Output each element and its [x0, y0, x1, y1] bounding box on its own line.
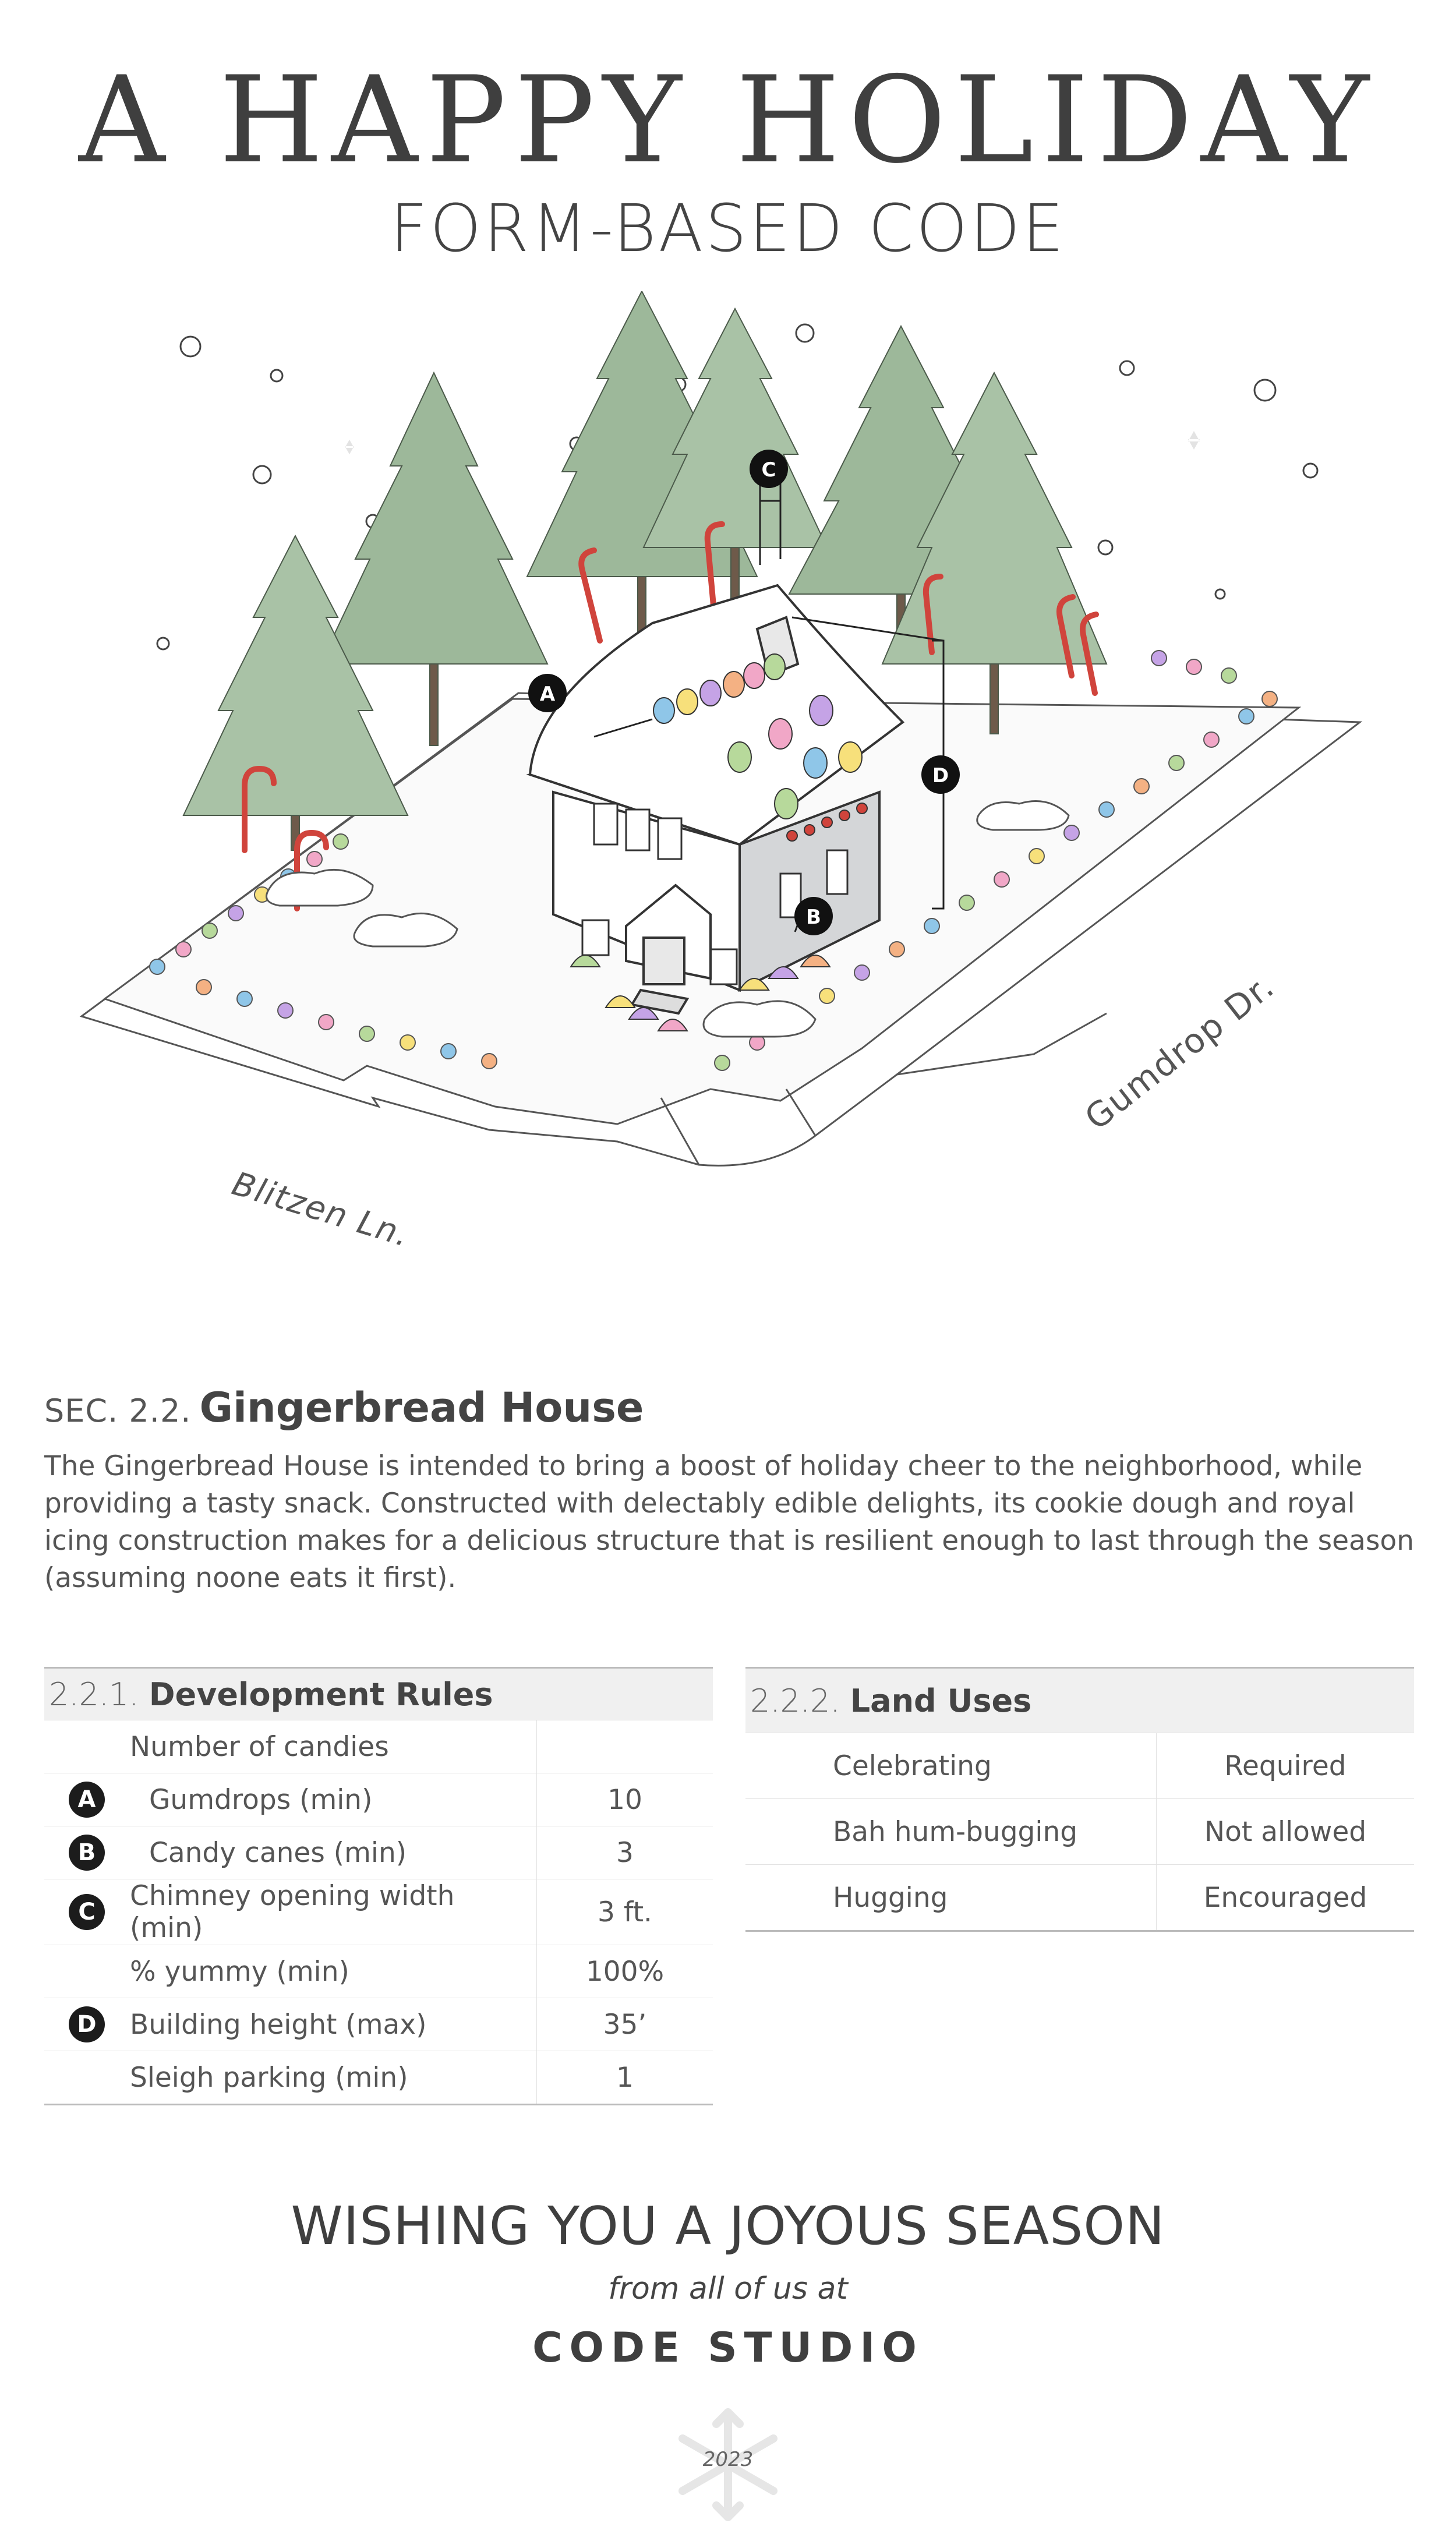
rule-label: Building height (max) [129, 1998, 537, 2051]
table-number: 2.2.2. [750, 1682, 840, 1719]
table-row [44, 2051, 713, 2105]
footer-from: from all of us at [608, 2271, 848, 2306]
use-value: Not allowed [1157, 1799, 1415, 1865]
table-row [44, 1998, 713, 2051]
street-label-gumdrop: Gumdrop Dr. [1077, 966, 1282, 1138]
rule-label: Number of candies [129, 1720, 537, 1773]
rule-value: 3 ft. [537, 1879, 713, 1945]
rule-value [537, 1720, 713, 1773]
table-row [44, 1826, 713, 1879]
table-header [745, 1668, 1414, 1733]
section-heading [44, 1384, 644, 1432]
footer-greeting: WISHING YOU A JOYOUS SEASON [291, 2196, 1165, 2257]
table-number: 2.2.1. [49, 1676, 139, 1713]
callout-badge-b: B [69, 1835, 105, 1871]
svg-text:C: C [761, 458, 776, 482]
gingerbread-house-illustration [70, 291, 1386, 1293]
street-label-blitzen: Blitzen Ln. [227, 1165, 415, 1255]
rule-label: Sleigh parking (min) [129, 2051, 537, 2105]
section-description: The Gingerbread House is intended to bring a boost of holiday cheer to the neighborhood, while providing a tasty snack. Constructed with delectably edible delights, its cookie dough and royal icing construction makes for a delicious structure that is resilient enough to last through the season (assuming noone eats it first). [44, 1450, 1414, 1594]
use-label: Celebrating [745, 1733, 1157, 1799]
development-rules-table [44, 1667, 713, 2105]
rule-label: Candy canes (min) [129, 1826, 537, 1879]
rule-label: Chimney opening width (min) [129, 1879, 537, 1945]
table-row [745, 1733, 1414, 1799]
rule-label: Gumdrops (min) [129, 1773, 537, 1826]
section-title: Gingerbread House [199, 1384, 644, 1432]
table-row [44, 1879, 713, 1945]
table-title: Development Rules [149, 1676, 493, 1713]
svg-text:D: D [932, 764, 949, 787]
svg-text:A: A [539, 683, 556, 706]
svg-text:B: B [806, 906, 821, 929]
section-number: SEC. 2.2. [44, 1393, 192, 1429]
rule-value: 100% [537, 1945, 713, 1998]
use-value: Encouraged [1157, 1865, 1415, 1931]
callout-badge-d: D [69, 2006, 105, 2042]
table-row [44, 1945, 713, 1998]
use-label: Hugging [745, 1865, 1157, 1931]
table-row [44, 1773, 713, 1826]
table-title: Land Uses [850, 1682, 1032, 1719]
use-label: Bah hum-bugging [745, 1799, 1157, 1865]
callout-badge-a: A [69, 1782, 105, 1818]
page-subtitle: FORM-BASED CODE [390, 191, 1066, 267]
table-header [44, 1668, 713, 1720]
rule-value: 3 [537, 1826, 713, 1879]
table-row [745, 1799, 1414, 1865]
studio-name: CODE STUDIO [532, 2324, 924, 2372]
table-row [44, 1720, 713, 1773]
page-title: A HAPPY HOLIDAY [79, 51, 1377, 190]
table-row [745, 1865, 1414, 1931]
rule-label: % yummy (min) [129, 1945, 537, 1998]
rule-value: 35’ [537, 1998, 713, 2051]
rule-value: 1 [537, 2051, 713, 2105]
year-label: 2023 [702, 2448, 754, 2471]
land-uses-table [745, 1667, 1414, 1932]
callout-badge-c: C [69, 1894, 105, 1930]
rule-value: 10 [537, 1773, 713, 1826]
use-value: Required [1157, 1733, 1415, 1799]
